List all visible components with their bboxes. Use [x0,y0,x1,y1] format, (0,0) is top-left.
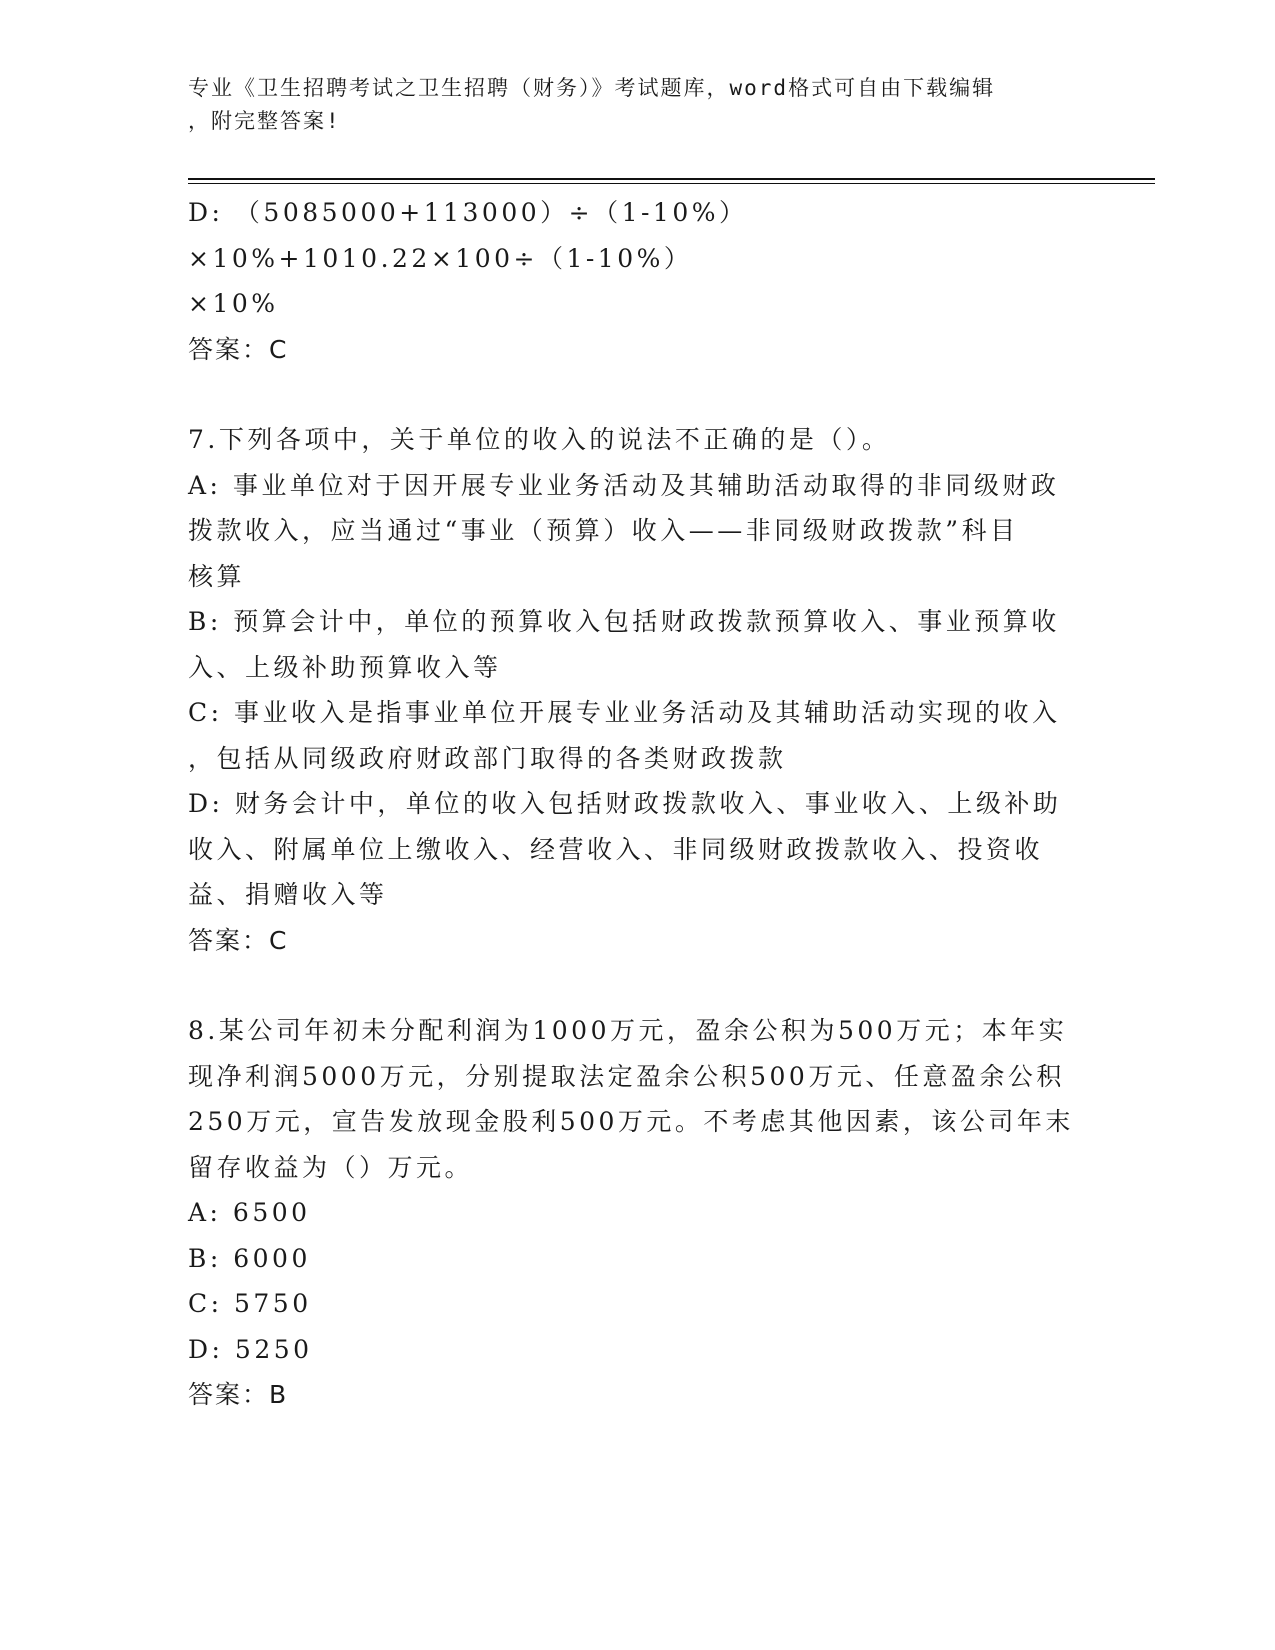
q7-option-a-line-2: 拨款收入，应当通过“事业（预算）收入——非同级财政拨款”科目 [188,516,1019,545]
q8-question-line-4: 留存收益为（）万元。 [188,1152,474,1182]
header-line-2: ，附完整答案! [188,109,341,133]
q8-answer: 答案：B [188,1380,289,1409]
q7-answer: 答案：C [188,925,289,955]
q8-option-b: B: 6000 [188,1243,311,1273]
header-divider-thick [188,178,1155,180]
document-header [188,72,1068,138]
q7-question: 7.下列各项中，关于单位的收入的说法不正确的是（）。 [188,425,891,454]
q7-option-c-line-1: C: 事业收入是指事业单位开展专业业务活动及其辅助活动实现的收入 [188,698,1061,727]
q8-option-c: C: 5750 [188,1289,312,1318]
q7-option-a-line-3: 核算 [188,561,246,591]
document-body [188,190,1088,1418]
q7-option-d-line-2: 收入、附属单位上缴收入、经营收入、非同级财政拨款收入、投资收 [188,834,1044,864]
q7-option-a-line-1: A: 事业单位对于因开展专业业务活动及其辅助活动取得的非同级财政 [188,470,1060,500]
q6-option-d-line-1: D: （5085000+113000）÷（1-10%）×10%+1010.22×100÷（1-10%） [188,198,748,273]
question-7 [188,417,1088,963]
q6-answer: 答案：C [188,334,289,364]
q7-option-d-line-1: D: 财务会计中，单位的收入包括财政拨款收入、事业收入、上级补助 [188,789,1062,818]
q8-question-line-1: 8.某公司年初未分配利润为1000万元，盈余公积为500万元；本年实 [188,1016,1068,1045]
spacer [188,372,1088,417]
q7-option-b-line-2: 入、上级补助预算收入等 [188,652,502,682]
q8-question-line-2: 现净利润5000万元，分别提取法定盈余公积500万元、任意盈余公积 [188,1061,1065,1091]
q7-option-d-line-3: 益、捐赠收入等 [188,880,388,909]
spacer [188,963,1088,1008]
header-line-1: 专业《卫生招聘考试之卫生招聘（财务）》考试题库，word格式可自由下载编辑 [188,76,996,100]
q6-option-d-line-2: ×10% [188,289,279,318]
q8-option-a: A: 6500 [188,1198,311,1227]
q7-option-b-line-1: B: 预算会计中，单位的预算收入包括财政拨款预算收入、事业预算收 [188,607,1060,636]
q7-option-c-line-2: ，包括从同级政府财政部门取得的各类财政拨款 [188,743,787,773]
question-6-tail [188,190,1088,372]
header-divider-thin [188,183,1155,184]
q8-option-d: D: 5250 [188,1334,313,1364]
q8-question-line-3: 250万元，宣告发放现金股利500万元。不考虑其他因素，该公司年末 [188,1107,1074,1136]
question-8 [188,1008,1088,1418]
